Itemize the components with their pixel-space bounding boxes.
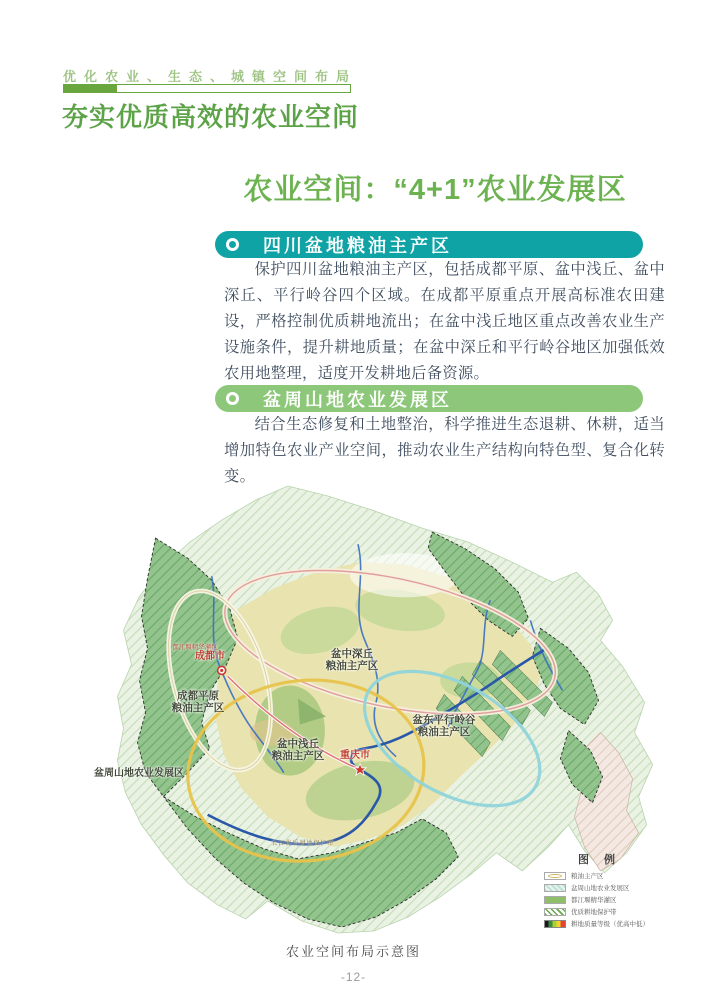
legend-item-label: 盆周山地农业发展区: [571, 885, 630, 892]
legend-item-label: 耕地质量等级（优高中低）: [571, 921, 649, 928]
map-legend: [544, 851, 664, 928]
ellipse-ring-icon: [548, 874, 562, 878]
map-caption: 农业空间布局示意图: [285, 944, 421, 959]
section-label: 盆周山地农业发展区: [263, 389, 452, 410]
label-line: 粮油主产区: [271, 750, 325, 762]
section-body-sichuan-basin: 保护四川盆地粮油主产区，包括成都平原、盆中浅丘、盆中深丘、平行岭谷四个区域。在成都平原重点开展高标准农田建设，严格控制优质耕地流出；在盆中浅丘地区重点改善农业生产设施条件，提升耕地质量；在盆中深丘和平行岭谷地区加强低效农用地整理，适度开发耕地后备资源。: [224, 261, 665, 382]
legend-item: [544, 895, 664, 904]
kicker-underline-bar: [63, 84, 351, 93]
chapter-title: 夯实优质高效的农业空间: [62, 102, 360, 132]
legend-item: [544, 907, 664, 916]
legend-swatch-mountain-zone-icon: [544, 884, 566, 892]
map-label-penzhou-shandi: 盆周山地农业发展区: [94, 768, 184, 779]
chengdu-marker: [218, 666, 226, 674]
label-line: 粮油主产区: [325, 660, 379, 672]
label-line: 粮油主产区: [417, 726, 471, 738]
section-header-penzhou-mountain: [215, 385, 643, 412]
page-number: -12-: [340, 970, 367, 984]
map-label-dujiangyan: 都江堰精华灌区: [172, 644, 218, 651]
legend-swatch-grain-zone-icon: [544, 872, 566, 880]
label-line: 盆东平行岭谷: [412, 714, 476, 726]
label-line: 盆中浅丘: [277, 738, 319, 750]
map-label-chongqing-city: 重庆市: [340, 750, 370, 761]
section-header-sichuan-basin: [215, 231, 643, 258]
chapter-kicker: 优化农业、生态、城镇空间布局: [63, 69, 358, 84]
map-label-changjiang-belt: 长江优质耕地保护带: [271, 841, 335, 847]
section-label: 四川盆地粮油主产区: [263, 235, 452, 256]
legend-title: 图 例: [578, 854, 622, 866]
kicker-underline-fill: [64, 85, 117, 92]
label-line: 粮油主产区: [171, 702, 225, 714]
legend-swatch-quality-grade-icon: [544, 920, 566, 928]
legend-swatch-dujiangyan-icon: [544, 896, 566, 904]
legend-item: [544, 919, 664, 928]
legend-item-label: 都江堰精华灌区: [571, 897, 617, 904]
bullet-circle-icon: [226, 392, 239, 405]
map-label-chengdu-city: 成都市: [195, 651, 225, 662]
bullet-circle-icon: [226, 238, 239, 251]
legend-item: [544, 883, 664, 892]
label-line: 成都平原: [177, 690, 219, 702]
map-illustration: [58, 480, 662, 936]
legend-item-label: 优质耕地保护带: [571, 909, 617, 916]
page-heading: 农业空间：“4+1”农业发展区: [243, 174, 627, 206]
legend-item-label: 粮油主产区: [571, 873, 604, 880]
label-line: 盆中深丘: [331, 648, 373, 660]
legend-item: [544, 871, 664, 880]
section-body-penzhou-mountain: 结合生态修复和土地整治，科学推进生态退耕、休耕，适当增加特色农业产业空间，推动农业生产结构向特色型、复合化转变。: [224, 416, 665, 485]
legend-swatch-protection-belt-icon: [544, 908, 566, 916]
